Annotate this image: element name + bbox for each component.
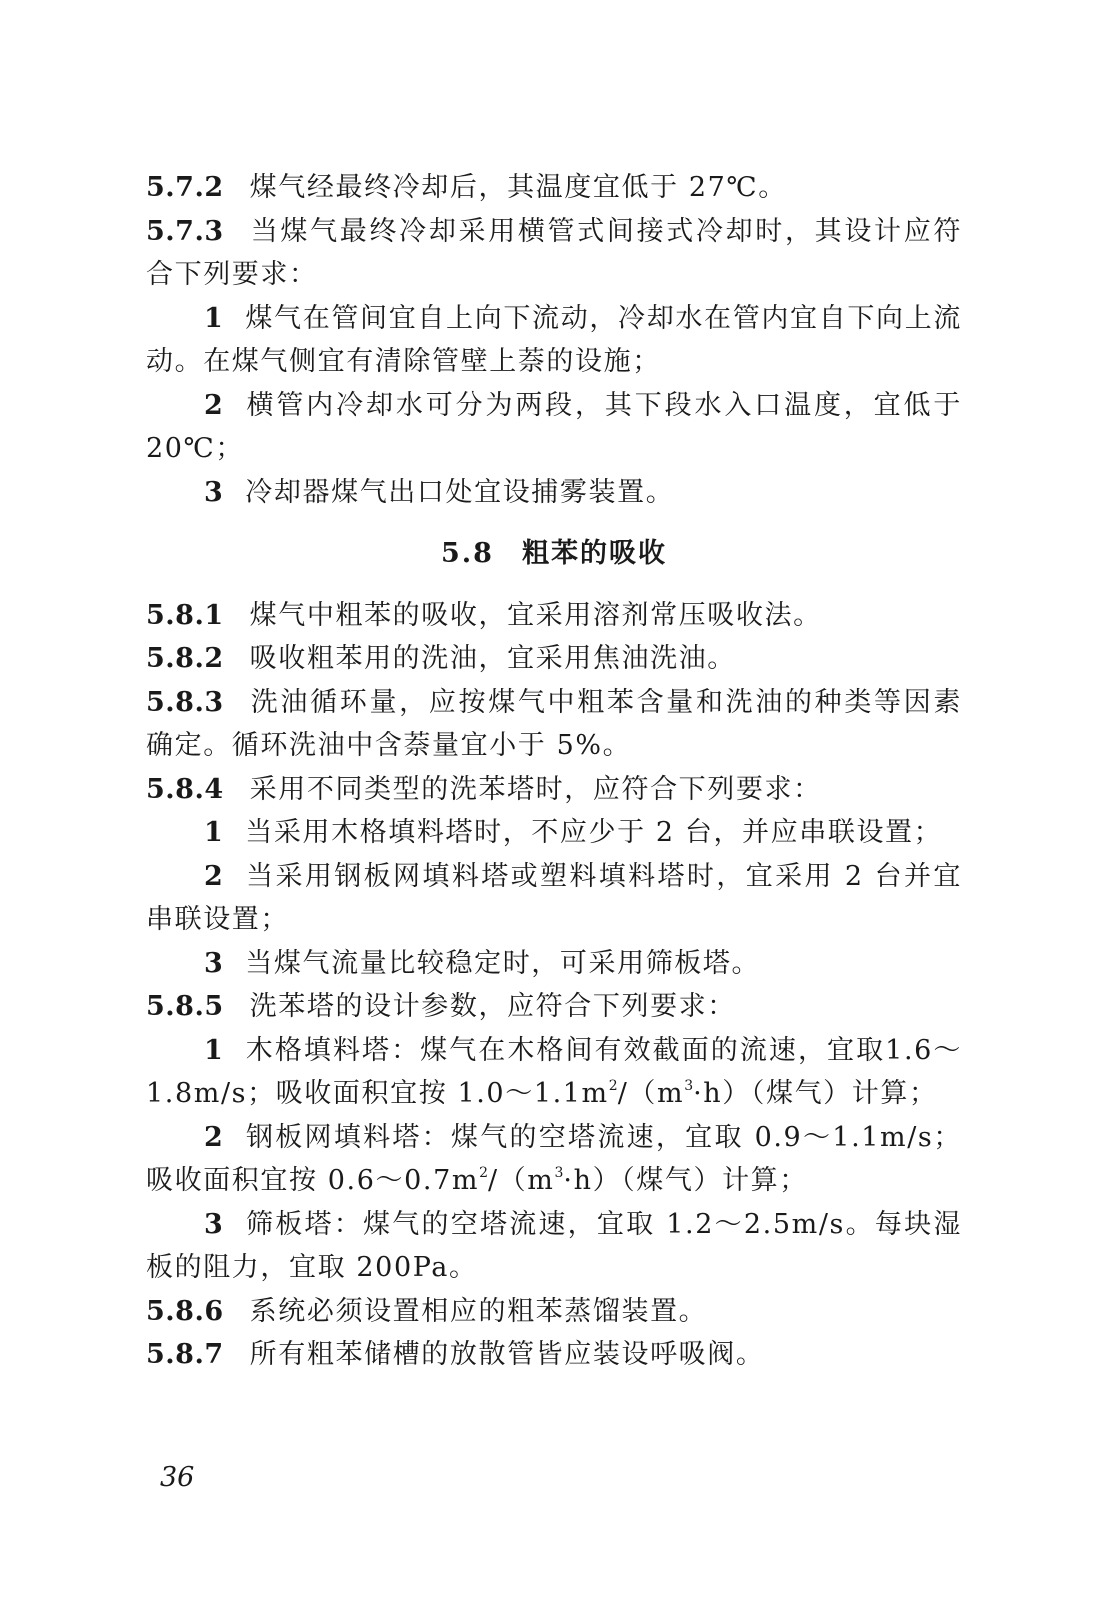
item-number: 1 <box>204 817 224 848</box>
clause-number: 5.7.3 <box>146 215 224 247</box>
item-number: 2 <box>204 389 224 421</box>
clause-text: 洗油循环量，应按煤气中粗苯含量和洗油的种类等因素确定。循环洗油中含萘量宜小于 5%。 <box>146 686 962 761</box>
item-text: 当采用木格填料塔时，不应少于 2 台，并应串联设置； <box>245 817 943 848</box>
superscript: 3 <box>554 1165 564 1181</box>
list-item <box>146 1116 962 1203</box>
item-text: 当采用钢板网填料塔或塑料填料塔时，宜采用 2 台并宜串联设置； <box>146 860 962 935</box>
clause-number: 5.8.1 <box>146 599 224 631</box>
list-item <box>146 811 962 855</box>
clause-text: 吸收粗苯用的洗油，宜采用焦油洗油。 <box>249 643 736 674</box>
list-item <box>146 471 962 515</box>
item-text: 煤气在管间宜自上向下流动，冷却水在管内宜自下向上流动。在煤气侧宜有清除管壁上萘的设施； <box>146 302 962 377</box>
item-text: 冷却器煤气出口处宜设捕雾装置。 <box>245 476 675 508</box>
clause-text: 煤气中粗苯的吸收，宜采用溶剂常压吸收法。 <box>249 599 822 631</box>
list-item <box>146 297 962 384</box>
clause-5-7-2 <box>146 166 962 210</box>
clause-5-8-1 <box>146 594 962 638</box>
superscript: 2 <box>479 1165 488 1181</box>
clause-number: 5.8.2 <box>146 643 224 674</box>
list-item <box>146 855 962 942</box>
superscript: 3 <box>684 1078 694 1094</box>
clause-5-8-5 <box>146 985 962 1029</box>
item-text: /（m <box>487 1165 555 1196</box>
item-text: 当煤气流量比较稳定时，可采用筛板塔。 <box>245 947 761 979</box>
item-text: ·h）（煤气）计算； <box>693 1078 938 1109</box>
clause-number: 5.8.4 <box>146 773 224 805</box>
clause-text: 所有粗苯储槽的放散管皆应装设呼吸阀。 <box>249 1339 765 1370</box>
item-number: 3 <box>204 476 224 508</box>
clause-number: 5.8.5 <box>146 991 224 1022</box>
clause-5-8-2 <box>146 637 962 681</box>
section-number: 5.8 <box>441 538 494 569</box>
clause-text: 系统必须设置相应的粗苯蒸馏装置。 <box>249 1295 708 1327</box>
item-text: 横管内冷却水可分为两段，其下段水入口温度，宜低于 20℃； <box>146 389 962 464</box>
item-text: 钢板网填料塔：煤气的空塔流速，宜取 0.9～1.1m/s；吸收面积宜按 0.6～0.7m <box>146 1121 962 1196</box>
item-text: ·h）（煤气）计算； <box>563 1165 808 1196</box>
item-number: 1 <box>204 302 224 334</box>
section-title: 粗苯的吸收 <box>521 538 667 569</box>
superscript: 2 <box>608 1078 618 1094</box>
item-text: /（m <box>617 1078 685 1109</box>
clause-number: 5.7.2 <box>146 172 224 203</box>
clause-text: 煤气经最终冷却后，其温度宜低于 27℃。 <box>249 172 787 203</box>
page-number: 36 <box>160 1462 195 1493</box>
list-item <box>146 1029 962 1116</box>
item-text: 木格填料塔：煤气在木格间有效截面的流速，宜取1.6～1.8m/s；吸收面积宜按 1.0～1.1m <box>146 1034 962 1109</box>
clause-number: 5.8.6 <box>146 1295 224 1327</box>
clause-text: 当煤气最终冷却采用横管式间接式冷却时，其设计应符合下列要求： <box>146 215 962 290</box>
clause-text: 洗苯塔的设计参数，应符合下列要求： <box>249 991 736 1022</box>
item-number: 3 <box>204 947 224 979</box>
item-number: 1 <box>204 1034 224 1066</box>
page-content <box>146 166 962 1377</box>
list-item <box>146 384 962 471</box>
clause-5-8-4 <box>146 768 962 812</box>
clause-5-8-6 <box>146 1290 962 1334</box>
clause-number: 5.8.7 <box>146 1339 224 1370</box>
clause-number: 5.8.3 <box>146 686 224 718</box>
clause-5-7-3 <box>146 210 962 297</box>
clause-5-8-3 <box>146 681 962 768</box>
item-number: 2 <box>204 1121 224 1153</box>
list-item <box>146 942 962 986</box>
item-number: 3 <box>204 1208 224 1240</box>
list-item <box>146 1203 962 1290</box>
clause-5-8-7 <box>146 1333 962 1377</box>
item-number: 2 <box>204 860 224 892</box>
section-heading <box>146 532 962 576</box>
clause-text: 采用不同类型的洗苯塔时，应符合下列要求： <box>249 773 822 805</box>
item-text: 筛板塔：煤气的空塔流速，宜取 1.2～2.5m/s。每块湿板的阻力，宜取 200Pa。 <box>146 1208 962 1283</box>
